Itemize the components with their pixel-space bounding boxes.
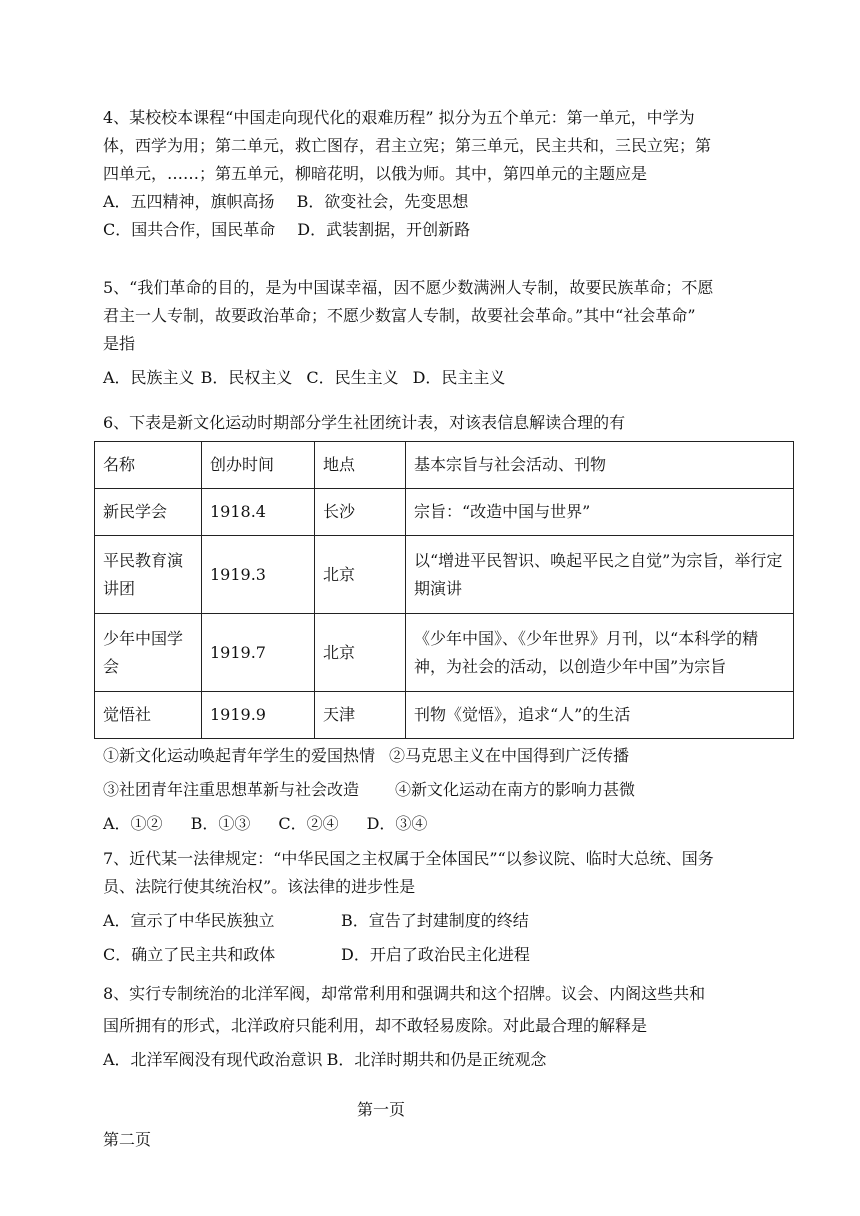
q4-options-row-1 — [103, 188, 763, 216]
q4-line-2: 体，西学为用；第二单元，救亡图存，君主立宪；第三单元，民主共和，三民立宪；第 — [103, 136, 712, 155]
q6-statements — [103, 740, 763, 838]
q4-option-c: C．国共合作，国民革命 — [103, 220, 276, 239]
table-cell: 北京 — [315, 614, 406, 692]
table-header-cell: 名称 — [95, 442, 202, 489]
q8-line-2: 国所拥有的形式，北洋政府只能利用，却不敢轻易废除。对此最合理的解释是 — [103, 1016, 648, 1035]
table-row — [95, 489, 794, 536]
q5-options-row — [103, 364, 763, 392]
q8-line-1: 8、实行专制统治的北洋军阀，却常常利用和强调共和这个招牌。议会、内阁这些共和 — [103, 984, 706, 1003]
q5-option-c: C．民生主义 — [306, 368, 399, 387]
q5-option-b: B．民权主义 — [200, 368, 293, 387]
table-cell: 以“增进平民智识、唤起平民之自觉”为宗旨，举行定期演讲 — [406, 536, 794, 614]
page-number-1: 第一页 — [357, 1100, 406, 1119]
table-cell: 平民教育演讲团 — [95, 536, 202, 614]
q8-options-row — [103, 1046, 763, 1074]
q6-statement-row-2 — [103, 776, 763, 804]
page-number-2: 第二页 — [103, 1130, 152, 1149]
q7-option-a: A．宣示了中华民族独立 — [103, 911, 275, 930]
table-row — [95, 614, 794, 692]
table-header-cell: 基本宗旨与社会活动、刊物 — [406, 442, 794, 489]
q6-option-a: A．①② — [103, 814, 163, 833]
q6-options-row — [103, 810, 763, 838]
q8-option-b: B．北洋时期共和仍是正统观念 — [326, 1050, 547, 1069]
q6-statement-3: ③社团青年注重思想革新与社会改造 — [103, 780, 360, 799]
q4-line-1: 4、某校校本课程“中国走向现代化的艰难历程” 拟分为五个单元：第一单元，中学为 — [103, 108, 695, 127]
q7-options-row-1 — [103, 907, 763, 935]
table-cell: 觉悟社 — [95, 692, 202, 739]
table-header-cell: 地点 — [315, 442, 406, 489]
q4-option-b: B．欲变社会，先变思想 — [296, 192, 469, 211]
table-cell: 新民学会 — [95, 489, 202, 536]
table-cell: 1919.9 — [202, 692, 315, 739]
table-header-row — [95, 442, 794, 489]
table-cell: 1918.4 — [202, 489, 315, 536]
q7-option-b: B．宣告了封建制度的终结 — [341, 911, 529, 930]
q8-option-a: A．北洋军阀没有现代政治意识 — [103, 1050, 323, 1069]
q5-line-2: 君主一人专制，故要政治革命；不愿少数富人专制，故要社会革命。”其中“社会革命” — [103, 306, 696, 325]
q5-option-a: A．民族主义 — [103, 368, 195, 387]
q7-line-1: 7、近代某一法律规定：“中华民国之主权属于全体国民”“以参议院、临时大总统、国务 — [103, 849, 714, 868]
q7-option-c: C．确立了民主共和政体 — [103, 945, 276, 964]
question-7 — [103, 845, 763, 969]
table-row — [95, 692, 794, 739]
q7-line-2: 员、法院行使其统治权”。该法律的进步性是 — [103, 877, 416, 896]
table-cell: 《少年中国》、《少年世界》月刊，以“本科学的精神，为社会的活动，以创造少年中国”为宗旨 — [406, 614, 794, 692]
q5-option-d: D．民主主义 — [412, 368, 506, 387]
q6-statement-row-1 — [103, 742, 763, 770]
table-row — [95, 536, 794, 614]
question-8 — [103, 980, 763, 1074]
q6-option-d: D．③④ — [366, 814, 428, 833]
question-6 — [103, 409, 763, 437]
question-5 — [103, 274, 763, 392]
table-cell: 刊物《觉悟》，追求“人”的生活 — [406, 692, 794, 739]
q5-line-3: 是指 — [103, 334, 136, 353]
q6-option-c: C．②④ — [278, 814, 339, 833]
q6-statement-2: ②马克思主义在中国得到广泛传播 — [389, 746, 630, 765]
question-4 — [103, 104, 763, 244]
table-cell: 长沙 — [315, 489, 406, 536]
q5-line-1: 5、“我们革命的目的，是为中国谋幸福，因不愿少数满洲人专制，故要民族革命；不愿 — [103, 278, 714, 297]
table-cell: 北京 — [315, 536, 406, 614]
q4-options-row-2 — [103, 216, 763, 244]
society-table — [94, 441, 794, 739]
q6-statement-1: ①新文化运动唤起青年学生的爱国热情 — [103, 746, 376, 765]
table-header-cell: 创办时间 — [202, 442, 315, 489]
q4-option-d: D．武装割据，开创新路 — [297, 220, 471, 239]
q7-options-row-2 — [103, 941, 763, 969]
q4-line-3: 四单元，……；第五单元，柳暗花明，以俄为师。其中，第四单元的主题应是 — [103, 164, 648, 183]
table-cell: 少年中国学会 — [95, 614, 202, 692]
q6-statement-4: ④新文化运动在南方的影响力甚微 — [395, 780, 636, 799]
table-cell: 天津 — [315, 692, 406, 739]
q6-option-b: B．①③ — [190, 814, 251, 833]
table-cell: 宗旨：“改造中国与世界” — [406, 489, 794, 536]
q6-stem: 6、下表是新文化运动时期部分学生社团统计表，对该表信息解读合理的有 — [103, 413, 626, 432]
table-cell: 1919.3 — [202, 536, 315, 614]
table-cell: 1919.7 — [202, 614, 315, 692]
q7-option-d: D．开启了政治民主化进程 — [341, 945, 530, 964]
q4-option-a: A．五四精神，旗帜高扬 — [103, 192, 275, 211]
